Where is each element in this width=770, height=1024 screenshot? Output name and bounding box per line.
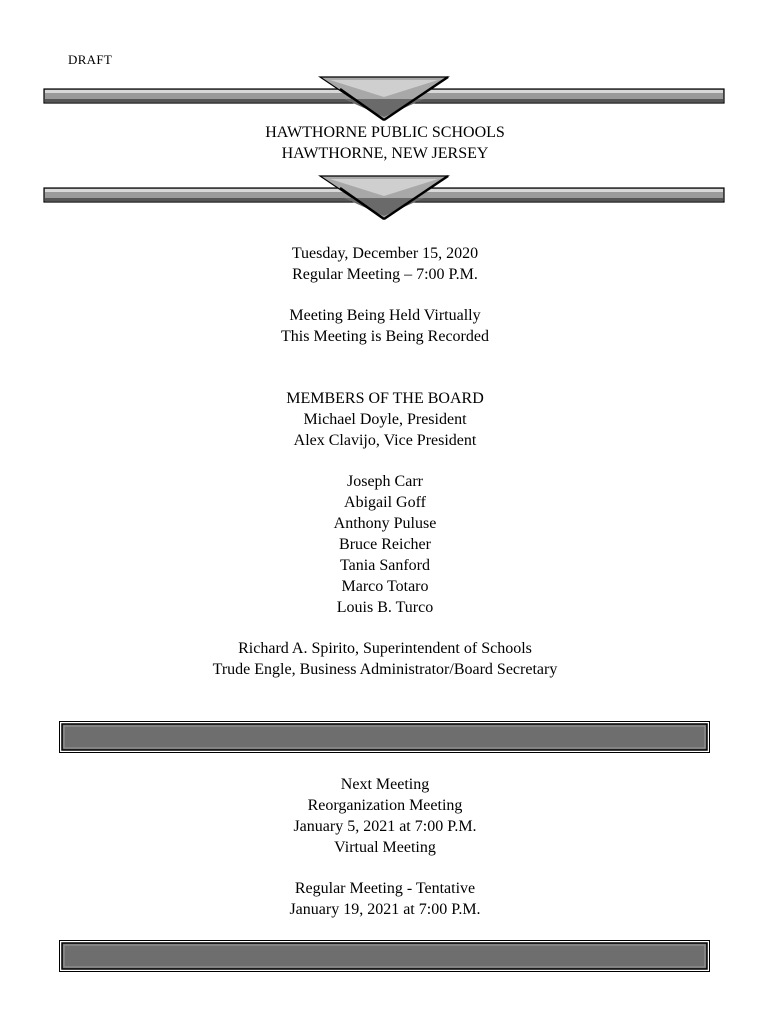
meeting-info bbox=[0, 243, 770, 347]
staff-member: Richard A. Spirito, Superintendent of Schools bbox=[238, 640, 532, 657]
school-location: HAWTHORNE, NEW JERSEY bbox=[281, 145, 489, 162]
board-member: Marco Totaro bbox=[341, 578, 429, 595]
board-officer: Alex Clavijo, Vice President bbox=[293, 432, 477, 449]
tentative-meeting-line: Regular Meeting - Tentative bbox=[294, 880, 476, 897]
board-member: Louis B. Turco bbox=[336, 599, 434, 616]
divider-bar bbox=[59, 940, 710, 972]
board-officer: Michael Doyle, President bbox=[303, 411, 467, 428]
header-rule-top bbox=[44, 83, 724, 97]
meeting-date: Tuesday, December 15, 2020 bbox=[291, 245, 479, 262]
meeting-note-virtual: Meeting Being Held Virtually bbox=[289, 307, 481, 324]
board-member: Joseph Carr bbox=[347, 473, 423, 490]
school-name: HAWTHORNE PUBLIC SCHOOLS bbox=[265, 124, 505, 141]
next-meeting-heading: Next Meeting bbox=[340, 776, 430, 793]
board-member: Bruce Reicher bbox=[339, 536, 431, 553]
board-member: Tania Sanford bbox=[340, 557, 430, 574]
header-rule-bottom bbox=[44, 182, 724, 196]
staff-member: Trude Engle, Business Administrator/Board Secretary bbox=[212, 661, 558, 678]
board-heading: MEMBERS OF THE BOARD bbox=[286, 390, 484, 407]
meeting-type: Regular Meeting – 7:00 P.M. bbox=[292, 266, 478, 283]
draft-label: DRAFT bbox=[68, 52, 113, 67]
board-member: Abigail Goff bbox=[344, 494, 426, 511]
meeting-note-recorded: This Meeting is Being Recorded bbox=[281, 328, 489, 345]
board-member: Anthony Puluse bbox=[333, 515, 437, 532]
next-meeting-line: Virtual Meeting bbox=[334, 839, 436, 856]
board-members-section bbox=[0, 388, 770, 680]
school-header bbox=[0, 122, 770, 164]
next-meeting-line: Reorganization Meeting bbox=[307, 797, 463, 814]
divider-bar bbox=[59, 721, 710, 753]
next-meetings bbox=[0, 774, 770, 920]
tentative-meeting-line: January 19, 2021 at 7:00 P.M. bbox=[289, 901, 481, 918]
next-meeting-line: January 5, 2021 at 7:00 P.M. bbox=[293, 818, 477, 835]
